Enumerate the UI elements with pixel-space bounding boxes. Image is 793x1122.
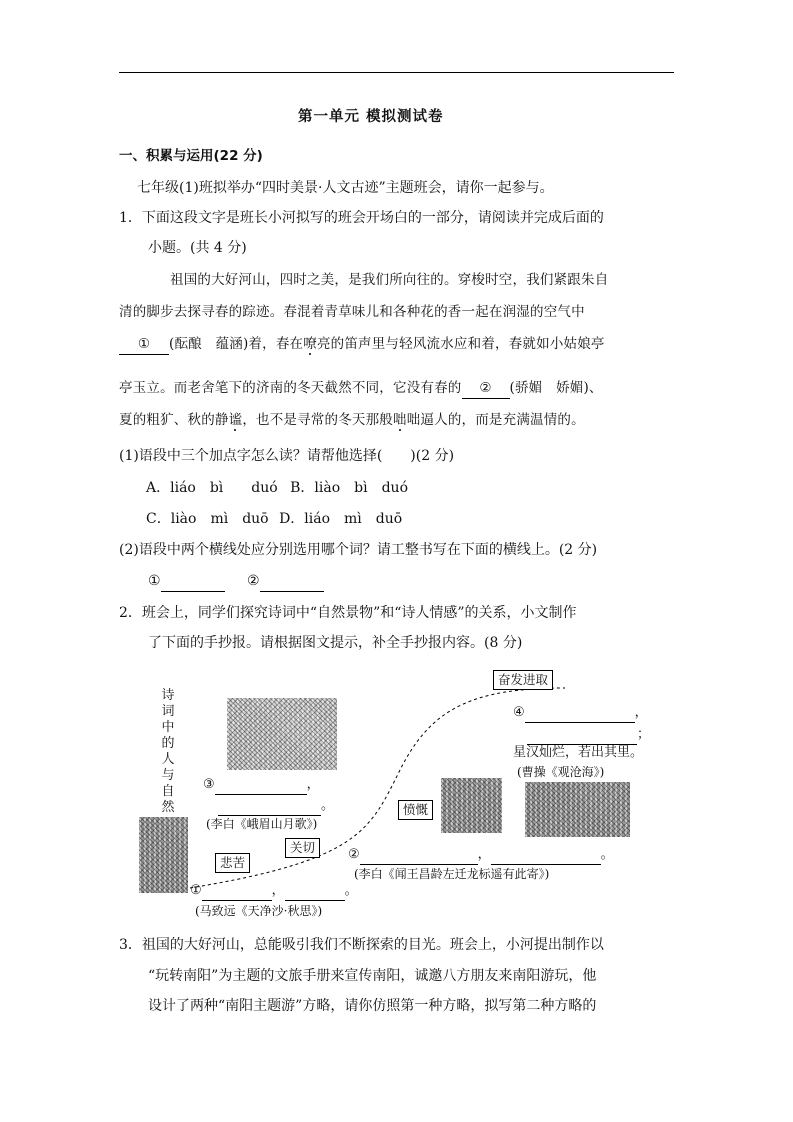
dotted-char-liao: 嘹 <box>303 336 317 352</box>
passage-text: (酝酿 蕴涵)着，春在 <box>169 336 304 352</box>
item1-source: (马致远《天净沙·秋思》) <box>195 904 323 918</box>
passage-text: (骄媚 娇媚)、 <box>509 380 603 396</box>
callout-sorrow: 悲苦 <box>215 853 250 873</box>
q1-stem-line1 <box>119 208 604 228</box>
q2-stem-line2: 了下面的手抄报。请根据图文提示，补全手抄报内容。(8 分) <box>148 635 523 651</box>
passage-blank-1: ① <box>119 334 169 355</box>
item4-source: (曹操《观沧海》) <box>517 765 605 779</box>
item3-blank-2[interactable] <box>218 797 321 816</box>
punct: ， <box>271 883 285 898</box>
item1-line1 <box>190 882 358 901</box>
punct: ， <box>306 777 320 792</box>
item3-source: (李白《峨眉山月歌》) <box>206 817 318 831</box>
q1-sub1: (1)语段中三个加点字怎么读？请帮他选择( )(2 分) <box>119 448 455 464</box>
answer-line <box>148 571 324 592</box>
item4-blank-1[interactable] <box>525 704 635 723</box>
option-c: C．liào mì duō <box>146 511 269 527</box>
item2-number: ② <box>348 847 360 862</box>
page-title: 第一单元 模拟测试卷 <box>298 109 444 125</box>
item2-line1 <box>348 846 614 865</box>
callout-indignation: 愤慨 <box>398 800 433 820</box>
q3-stem-line2: “玩转南阳”为主题的文旅手册来宣传南阳，诚邀八方朋友来南阳游玩，他 <box>148 968 597 984</box>
q1-number: 1． <box>119 210 142 226</box>
option-line-1 <box>146 478 408 498</box>
q3-text-1: 祖国的大好河山，总能吸引我们不断探索的目光。班会上，小河提出制作以 <box>141 937 604 953</box>
item2-source: (李白《闻王昌龄左迁龙标遥有此寄》) <box>354 867 550 881</box>
answer-2-label: ② <box>247 573 260 589</box>
punct: 。 <box>344 883 358 898</box>
answer-1-label: ① <box>148 573 161 589</box>
moon-picture <box>227 698 337 770</box>
answer-2-blank[interactable] <box>260 571 324 592</box>
option-b: B．liào bì duó <box>290 480 409 496</box>
intro-text: 七年级(1)班拟举办“四时美景·人文古迹”主题班会，请你一起参与。 <box>137 180 554 196</box>
item3-number: ③ <box>203 777 215 792</box>
dotted-char-duo: 咄 <box>393 412 407 428</box>
passage-line-2: 清的脚步去探寻春的踪迹。春混着青草味儿和各种花的香一起在润湿的空气中 <box>119 304 585 320</box>
item3-line1 <box>203 776 320 795</box>
item1-blank-2[interactable] <box>285 882 345 901</box>
q3-stem-line1 <box>119 935 604 955</box>
punct: ， <box>477 847 491 862</box>
item1-number: ① <box>190 883 202 898</box>
crow-tree-picture <box>139 817 188 893</box>
passage-line-1: 祖国的大好河山，四时之美，是我们所向往的。穿梭时空，我们紧跟朱自 <box>170 272 609 288</box>
q2-number: 2． <box>119 605 142 621</box>
option-line-2 <box>146 509 402 529</box>
item4-line3: 星汉灿烂，若出其里。 <box>513 745 644 760</box>
punct: 。 <box>600 847 614 862</box>
punct: ， <box>634 705 648 720</box>
sea-picture <box>525 782 630 837</box>
passage-line-4 <box>119 378 603 399</box>
item4-blank-2[interactable] <box>527 726 637 745</box>
q3-number: 3． <box>119 937 142 953</box>
passage-text: ，也不是寻常的冬天那般 <box>242 412 394 428</box>
q2-stem-line1 <box>119 603 577 623</box>
callout-concern: 关切 <box>285 838 320 858</box>
item1-blank-1[interactable] <box>202 882 272 901</box>
q1-stem-line2: 小题。(共 4 分) <box>148 240 247 256</box>
item3-line2 <box>218 797 334 816</box>
passage-text: 咄逼人的，而是充满温情的。 <box>406 412 585 428</box>
callout-ambition: 奋发进取 <box>493 670 553 690</box>
option-d: D．liáo mì duō <box>279 511 403 527</box>
passage-blank-2: ② <box>462 378 510 399</box>
passage-text: 亭玉立。而老舍笔下的济南的冬天截然不同，它没有春的 <box>119 380 462 396</box>
poster-diagram <box>130 660 670 925</box>
passage-line-5 <box>119 410 585 430</box>
punct: 。 <box>321 798 335 813</box>
section-heading: 一、积累与运用(22 分) <box>119 148 263 164</box>
dotted-char-mi: 谧 <box>228 412 243 428</box>
passage-text: 亮的笛声里与轻风流水应和着，春就如小姑娘亭 <box>316 336 605 352</box>
option-a: A．liáo bì duó <box>146 480 278 496</box>
header-rule <box>119 72 674 73</box>
item2-blank-2[interactable] <box>491 846 601 865</box>
q3-stem-line3: 设计了两种“南阳主题游”方略，请你仿照第一种方略，拟写第二种方略的 <box>148 998 597 1014</box>
passage-line-3 <box>119 334 605 355</box>
passage-text: 夏的粗犷、秋的静 <box>119 412 229 428</box>
q1-text-1: 下面这段文字是班长小河拟写的班会开场白的一部分，请阅读并完成后面的 <box>141 210 604 226</box>
q1-sub2: (2)语段中两个横线处应分别选用哪个词？请工整书写在下面的横线上。(2 分) <box>119 542 598 558</box>
item4-line2 <box>527 726 650 745</box>
answer-1-blank[interactable] <box>161 571 225 592</box>
item3-blank-1[interactable] <box>215 776 307 795</box>
willow-picture <box>441 778 502 833</box>
q2-text-1: 班会上，同学们探究诗词中“自然景物”和“诗人情感”的关系，小文制作 <box>141 605 577 621</box>
item4-line1 <box>513 704 648 723</box>
item4-number: ④ <box>513 705 525 720</box>
vertical-title: 诗词中的人与自然 <box>161 688 175 815</box>
punct: ； <box>637 727 651 742</box>
item2-blank-1[interactable] <box>360 846 478 865</box>
